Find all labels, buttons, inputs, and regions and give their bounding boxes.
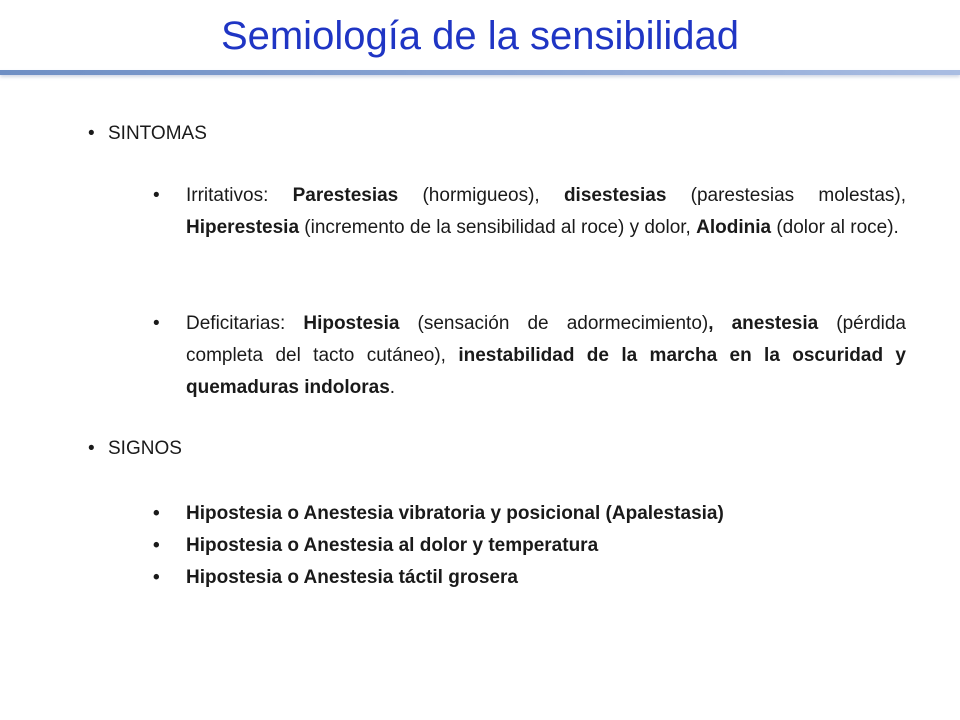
irritativos-text: (incremento de la sensibilidad al roce) y dolor, — [299, 217, 697, 238]
irritativos-text: (dolor al roce). — [771, 217, 899, 238]
bullet-icon: • — [153, 313, 160, 334]
deficitarias-item — [153, 308, 906, 404]
deficitarias-text: . — [389, 377, 396, 398]
irritativos-term: Hiperestesia — [186, 217, 300, 238]
deficitarias-term: , anestesia — [708, 313, 819, 334]
signos-item-text: Hipostesia o Anestesia al dolor y temperatura — [186, 535, 599, 556]
signos-item — [153, 562, 906, 594]
sintomas-heading — [88, 122, 207, 146]
bullet-icon: • — [153, 567, 160, 588]
signos-item — [153, 498, 906, 530]
deficitarias-term: inestabilidad de la marcha en la oscuridad y quemaduras indoloras — [186, 345, 906, 398]
deficitarias-text: Deficitarias: — [186, 313, 304, 334]
deficitarias-text: (pérdida completa del tacto cutáneo), — [186, 313, 906, 366]
irritativos-term: Alodinia — [696, 217, 772, 238]
signos-item — [153, 530, 906, 562]
bullet-icon: • — [153, 535, 160, 556]
signos-item-text: Hipostesia o Anestesia táctil grosera — [186, 567, 518, 588]
signos-item-text: Hipostesia o Anestesia vibratoria y posicional (Apalestasia) — [186, 503, 724, 524]
slide-title: Semiología de la sensibilidad — [220, 14, 740, 58]
irritativos-text: Irritativos: — [186, 185, 293, 206]
signos-heading — [88, 437, 182, 461]
deficitarias-term: Hipostesia — [303, 313, 400, 334]
irritativos-item — [153, 180, 906, 244]
irritativos-term: disestesias — [563, 185, 667, 206]
irritativos-text: (hormigueos), — [398, 185, 564, 206]
irritativos-term: Parestesias — [292, 185, 399, 206]
irritativos-text: (parestesias molestas), — [666, 185, 906, 206]
bullet-icon: • — [153, 503, 160, 524]
deficitarias-text: (sensación de adormecimiento) — [399, 313, 709, 334]
signos-heading-text: SIGNOS — [108, 438, 182, 459]
bullet-icon: • — [153, 185, 160, 206]
bullet-icon: • — [88, 438, 95, 459]
bullet-icon: • — [88, 123, 95, 144]
sintomas-heading-text: SINTOMAS — [108, 123, 207, 144]
title-divider — [0, 70, 960, 75]
